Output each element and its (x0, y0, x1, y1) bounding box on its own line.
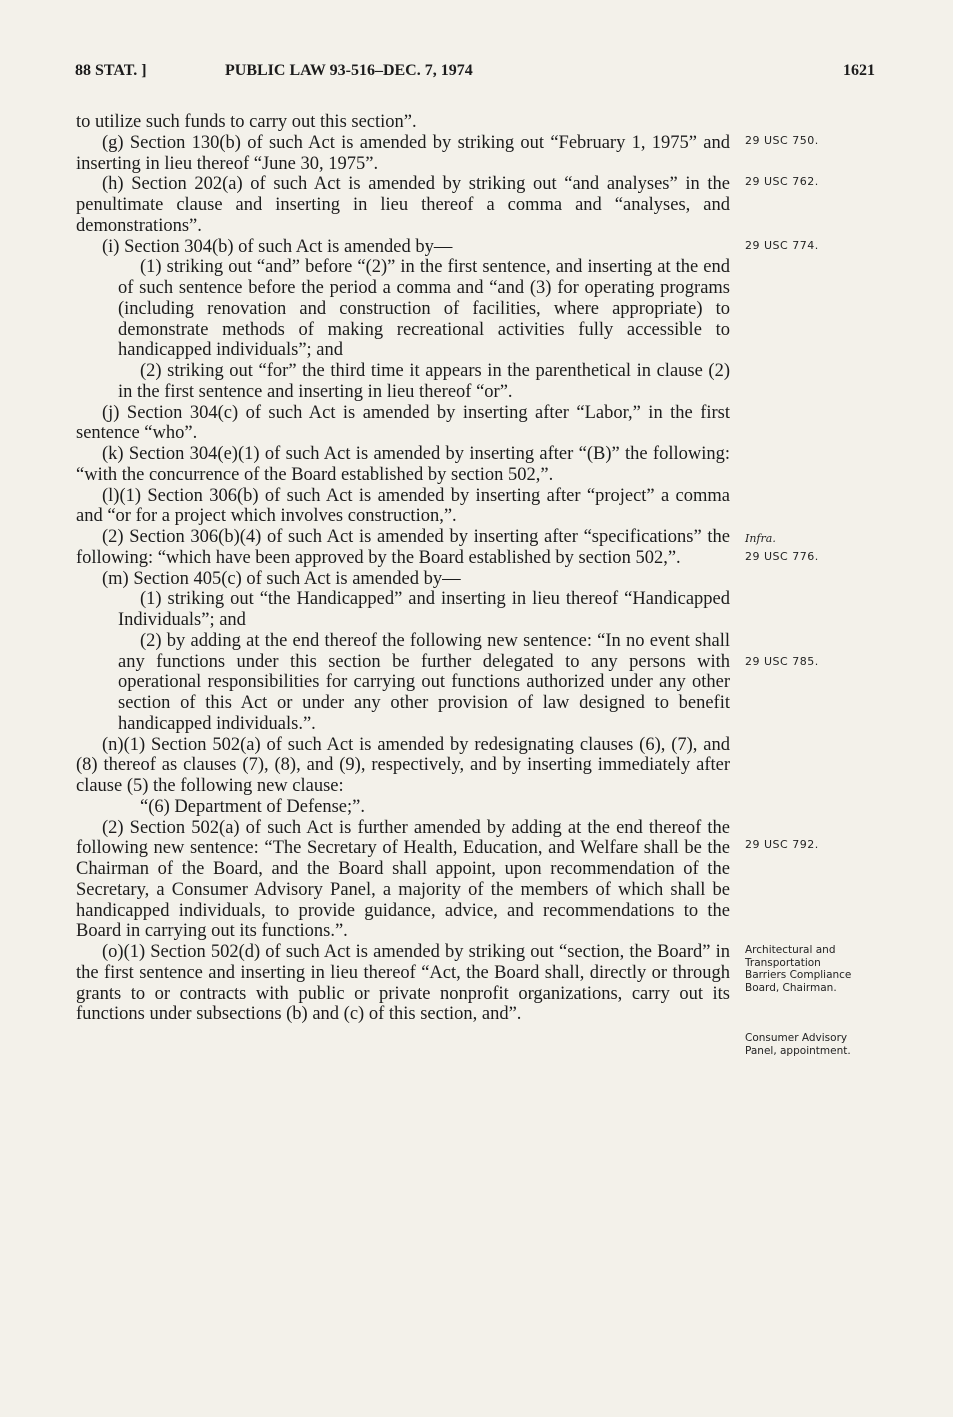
margin-citation: 29 USC 776. (745, 550, 819, 563)
paragraph: (g) Section 130(b) of such Act is amended by striking out “February 1, 1975” and inserting in lieu thereof “June 30, 1975”. (76, 132, 730, 174)
margin-citation: 29 USC 762. (745, 175, 819, 188)
paragraph: (n)(1) Section 502(a) of such Act is amended by redesignating clauses (6), (7), and (8) thereof as clauses (7), (8), and (9), respectively, and by inserting immediately after clause (5) the following new clause: (76, 734, 730, 796)
margin-citation: 29 USC 774. (745, 239, 819, 252)
margin-note: Infra. (745, 532, 776, 545)
margin-note: Consumer Advisory Panel, appointment. (745, 1032, 851, 1057)
page-header (75, 62, 875, 84)
law-title: PUBLIC LAW 93-516–DEC. 7, 1974 (225, 62, 473, 79)
clause: (1) striking out “the Handicapped” and inserting in lieu thereof “Handicapped Individuals”; and (118, 589, 730, 630)
clause: “(6) Department of Defense;”. (140, 796, 365, 817)
body-text (76, 112, 730, 1025)
clause: (1) striking out “and” before “(2)” in the first sentence, and inserting at the end of such sentence before the period a comma and “and (3) for operating programs (including renovation and construction of facilities, where appropriate) to demonstrate methods of making recreational activities fully accessible to handicapped individuals”; and (118, 257, 730, 361)
margin-citation: 29 USC 750. (745, 134, 819, 147)
paragraph: (i) Section 304(b) of such Act is amended by— (102, 236, 453, 257)
clause: (2) by adding at the end thereof the following new sentence: “In no event shall any functions under this section be further delegated to any persons with operational responsibilities for carrying out functions authorized under any other section of this Act or under any other provision of law designed to benefit handicapped individuals.”. (118, 630, 730, 734)
paragraph: (k) Section 304(e)(1) of such Act is amended by inserting after “(B)” the following: “with the concurrence of the Board established by section 502,”. (76, 444, 730, 485)
margin-citation: 29 USC 792. (745, 838, 819, 851)
paragraph: (o)(1) Section 502(d) of such Act is amended by striking out “section, the Board” in the first sentence and inserting in lieu thereof “Act, the Board shall, directly or through grants to or contracts with public or private nonprofit organizations, carry out its functions under subsections (b) and (c) of this section, and”. (76, 942, 730, 1025)
page-number: 1621 (843, 62, 875, 79)
margin-citation: 29 USC 785. (745, 655, 819, 668)
paragraph: (j) Section 304(c) of such Act is amended by inserting after “Labor,” in the first sentence “who”. (76, 402, 730, 444)
paragraph: (2) Section 306(b)(4) of such Act is amended by inserting after “specifications” the following: “which have been approved by the Board established by section 502,”. (76, 527, 730, 568)
stat-reference: 88 STAT. ] (75, 62, 147, 79)
paragraph: (l)(1) Section 306(b) of such Act is amended by inserting after “project” a comma and “or for a project which involves construction,”. (76, 485, 730, 527)
paragraph: (2) Section 502(a) of such Act is further amended by adding at the end thereof the following new sentence: “The Secretary of Health, Education, and Welfare shall be the Chairman of the Board, and the Board shall appoint, upon recommendation of the Secretary, a Consumer Advisory Panel, a majority of the members of which shall be handicapped individuals, to provide guidance, advice, and recommendations to the Board in carrying out its functions.”. (76, 817, 730, 942)
paragraph: to utilize such funds to carry out this section”. (76, 112, 417, 132)
clause: (2) striking out “for” the third time it appears in the parenthetical in clause (2) in the first sentence and inserting in lieu thereof “or”. (118, 361, 730, 402)
paragraph: (m) Section 405(c) of such Act is amended by— (102, 568, 461, 589)
margin-note: Architectural and Transportation Barriers Compliance Board, Chairman. (745, 944, 852, 994)
paragraph: (h) Section 202(a) of such Act is amended by striking out “and analyses” in the penultimate clause and inserting in lieu thereof a comma and “analyses, and demonstrations”. (76, 174, 730, 236)
